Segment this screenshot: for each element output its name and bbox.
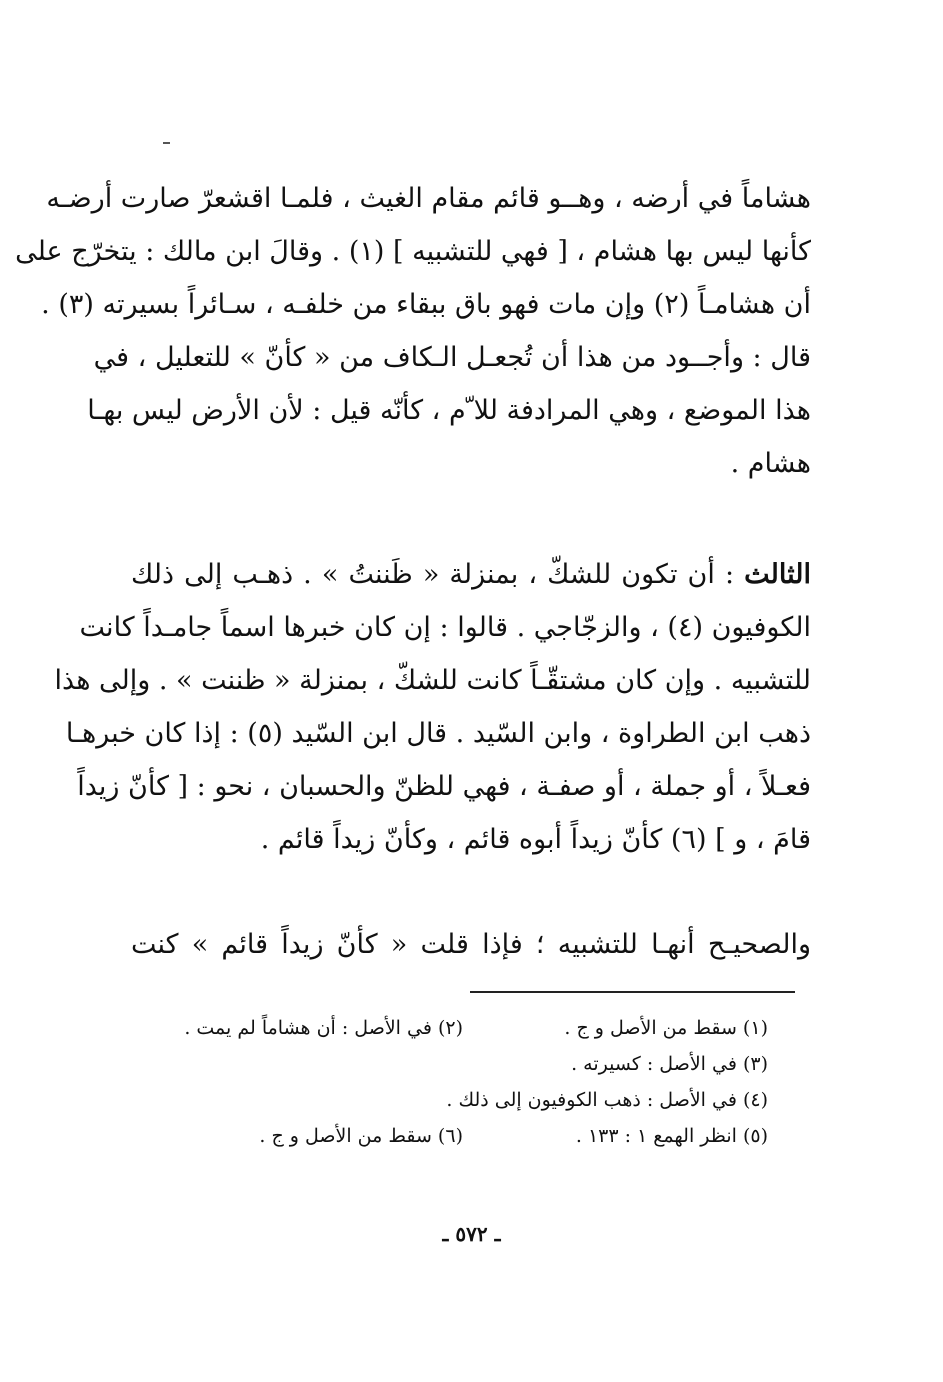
footnote-row <box>148 1046 768 1082</box>
footnote-row <box>148 1118 768 1154</box>
paragraph-1 <box>15 172 811 490</box>
footnote-divider <box>470 991 795 993</box>
text-line: أن هشامـاً (٢) وإن مات فهو باق ببقاء من خلفـه ، سـائراً بسيرته (٣) . <box>41 289 811 320</box>
footnote-3: (٣) في الأصل : كسيرته . <box>571 1053 768 1075</box>
text-line: قال : وأجــود من هذا أن تُجعـل الـكاف من « كأنّ » للتعليل ، في <box>93 342 811 373</box>
text-line: هشاماً في أرضه ، وهــو قائم مقام الغيث ، فلمـا اقشعرّ صارت أرضـه <box>46 183 811 214</box>
footnote-5: (٥) انظر الهمع ١ : ١٣٣ . <box>575 1125 768 1147</box>
footnote-row <box>148 1010 768 1046</box>
text-span: : أن تكون للشكّ ، بمنزلة « ظَننتُ » . ذهـب إلى ذلك <box>131 559 745 590</box>
text-line: هشام . <box>730 448 811 479</box>
text-line: والصحيـح أنهـا للتشبيه ؛ فإذا قلت « كأنّ زيداً قائم » كنت <box>131 929 811 960</box>
text-line: الكوفيون (٤) ، والزجّاجي . قالوا : إن كان خبرها اسماً جامـداً كانت <box>79 612 811 643</box>
footnote-2: (٢) في الأصل : أن هشاماً لم يمت . <box>184 1017 463 1039</box>
paragraph-3 <box>131 918 811 971</box>
footnotes <box>148 1010 768 1154</box>
text-line: قامَ ، و ] (٦) كأنّ زيداً أبوه قائم ، وكأنّ زيداً قائم . <box>260 824 811 855</box>
footnote-6: (٦) سقط من الأصل و ج . <box>259 1125 463 1147</box>
text-line: فعـلاً ، أو جملة ، أو صفـة ، فهي للظنّ والحسبان ، نحو : [ كأنّ زيداً <box>77 771 811 802</box>
section-lead: الثالث <box>744 559 811 590</box>
text-line: هذا الموضع ، وهي المرادفة للا ّم ، كأنّه قيل : لأن الأرض ليس بهـا <box>87 395 811 426</box>
footnote-row <box>148 1082 768 1118</box>
text-line: ذهب ابن الطراوة ، وابن السّيد . قال ابن السّيد (٥) : إذا كان خبرهـا <box>65 718 811 749</box>
text-line: كأنها ليس بها هشام ، [ فهي للتشبيه ] (١) . وقالَ ابن مالك : يتخرّج على <box>15 236 811 267</box>
page-number: ـ ٥٧٢ ـ <box>442 1222 501 1246</box>
footnote-1: (١) سقط من الأصل و ج . <box>564 1017 768 1039</box>
footnote-4: (٤) في الأصل : ذهب الكوفيون إلى ذلك . <box>446 1089 768 1111</box>
text-line <box>131 548 811 601</box>
paragraph-2 <box>54 548 811 866</box>
scan-mark <box>163 142 170 144</box>
text-line: للتشبيه . وإن كان مشتقّـاً كانت للشكّ ، بمنزلة « ظننت » . وإلى هذا <box>54 665 811 696</box>
